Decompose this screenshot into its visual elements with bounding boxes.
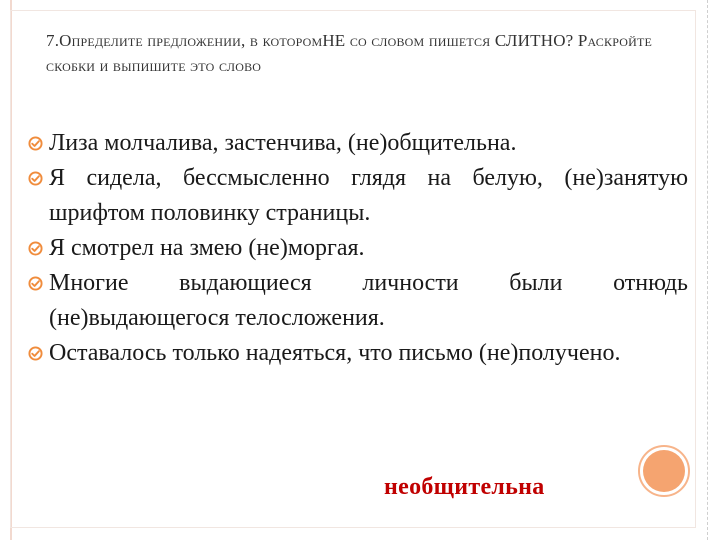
right-dashed-line [707, 0, 708, 540]
bullet-icon [28, 136, 43, 151]
list-item [28, 336, 688, 371]
list-item [28, 266, 688, 336]
sentence-list [28, 126, 688, 371]
list-item [28, 161, 688, 231]
list-item-text: Я сидела, бессмысленно глядя на белую, (не)занятую шрифтом половинку страницы. [49, 165, 688, 226]
list-item-text: Оставалось только надеяться, что письмо (не)получено. [49, 340, 621, 366]
list-item-text: Я смотрел на змею (не)моргая. [49, 235, 365, 261]
decorative-circle-icon [643, 450, 685, 492]
bullet-icon [28, 241, 43, 256]
answer-text: необщительна [384, 474, 545, 500]
bullet-icon [28, 276, 43, 291]
list-item [28, 231, 688, 266]
slide-title: 7.Определите предложении, в которомНЕ со словом пишется СЛИТНО? Раскройте скобки и выпишите это слово [46, 31, 653, 75]
list-item-text: Многие выдающиеся личности были отнюдь (не)выдающегося телосложения. [49, 270, 688, 331]
list-item-text: Лиза молчалива, застенчива, (не)общительна. [49, 130, 517, 156]
bullet-icon [28, 346, 43, 361]
list-item [28, 126, 688, 161]
bullet-icon [28, 171, 43, 186]
